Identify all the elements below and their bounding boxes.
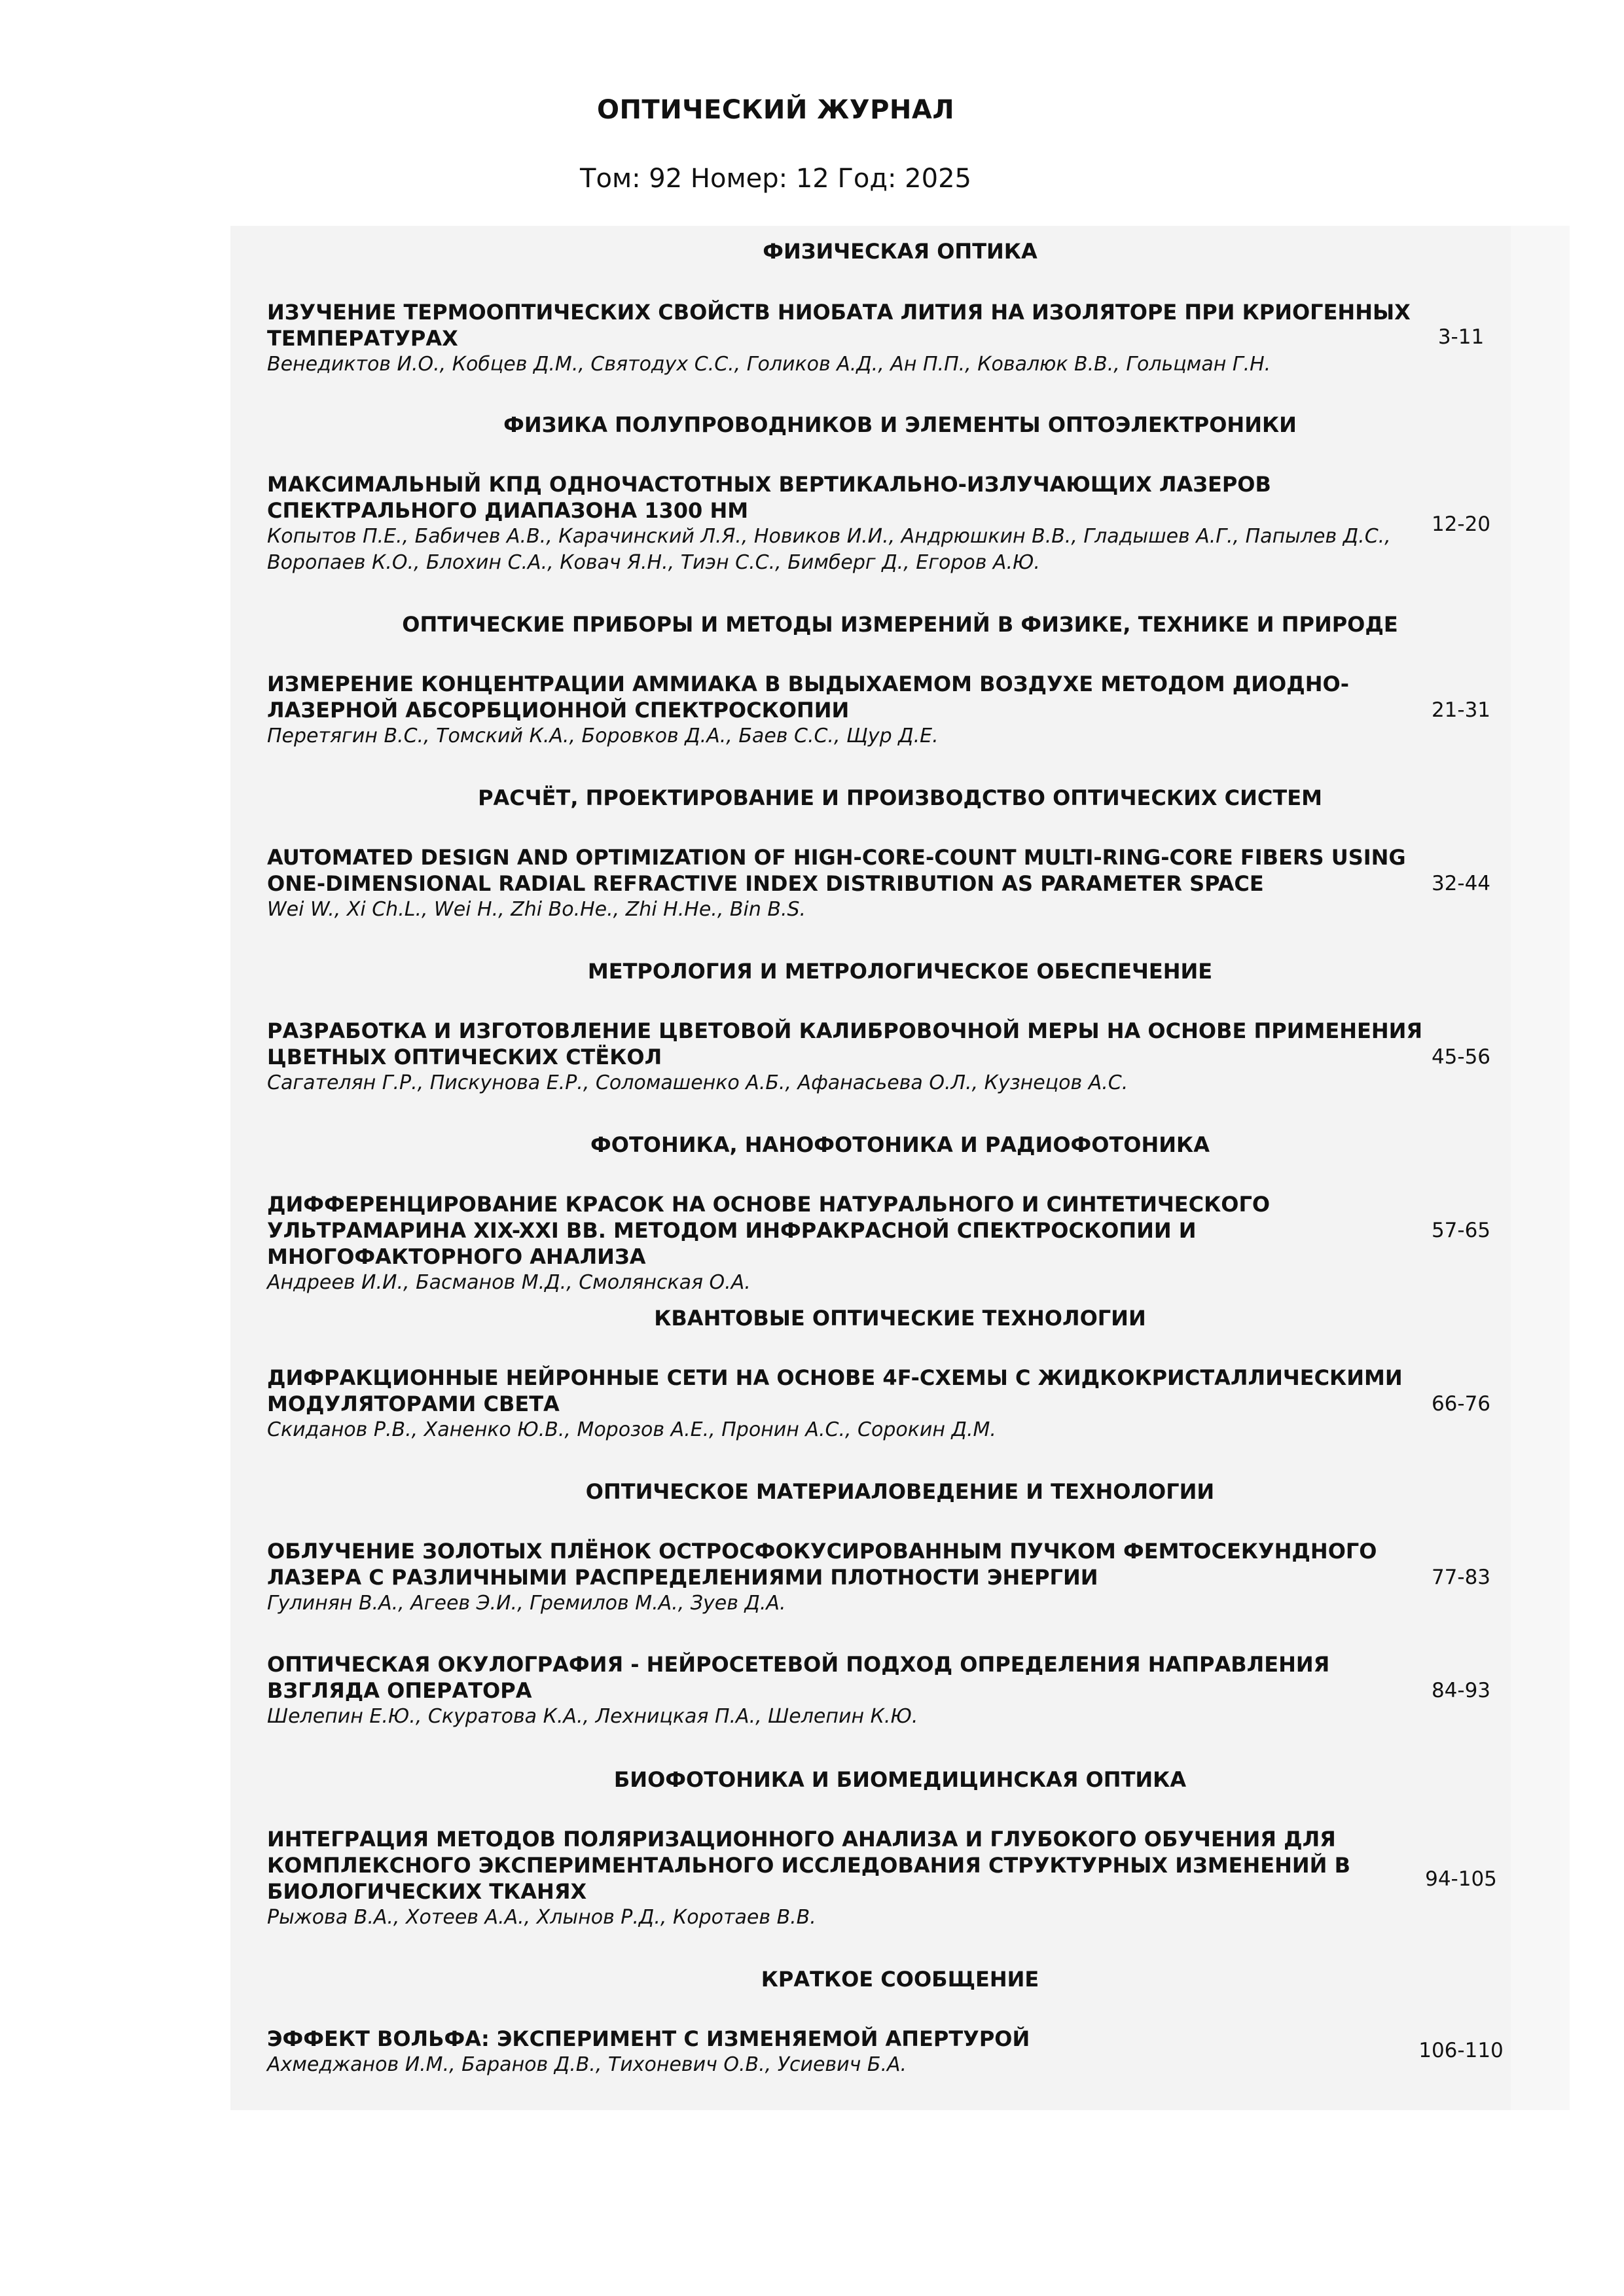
article-authors: Копытов П.Е., Бабичев А.В., Карачинский Л.Я., Новиков И.И., Андрюшкин В.В., Гладышев А.Г., Папылев Д.С., Воропаев К.О., Блохин С.А., Ковач Я.Н., Тиэн С.С., Бимберг Д., Егоров А.Ю. <box>267 525 1391 574</box>
section-title: ОПТИЧЕСКОЕ МАТЕРИАЛОВЕДЕНИЕ И ТЕХНОЛОГИИ <box>585 1479 1215 1504</box>
section-title: БИОФОТОНИКА И БИОМЕДИЦИНСКАЯ ОПТИКА <box>613 1767 1187 1792</box>
article-entry[interactable] <box>267 299 1426 378</box>
article-entry[interactable] <box>267 1191 1426 1296</box>
section-title: КРАТКОЕ СООБЩЕНИЕ <box>761 1967 1039 1992</box>
article-pages: 21-31 <box>1431 698 1491 722</box>
article-pages: 45-56 <box>1431 1045 1491 1069</box>
article-pages: 32-44 <box>1431 872 1491 895</box>
article-title[interactable]: ИНТЕГРАЦИЯ МЕТОДОВ ПОЛЯРИЗАЦИОННОГО АНАЛИЗА И ГЛУБОКОГО ОБУЧЕНИЯ ДЛЯ КОМПЛЕКСНОГО ЭКСПЕРИМЕНТАЛЬНОГО ИССЛЕДОВАНИЯ СТРУКТУРНЫХ ИЗМЕНЕНИЙ В БИОЛОГИЧЕСКИХ ТКАНЯХ <box>267 1827 1350 1904</box>
article-authors: Рыжова В.А., Хотеев А.А., Хлынов Р.Д., Коротаев В.В. <box>267 1906 816 1929</box>
article-authors: Шелепин Е.Ю., Скуратова К.А., Лехницкая П.А., Шелепин К.Ю. <box>267 1705 918 1728</box>
article-title[interactable]: ИЗМЕРЕНИЕ КОНЦЕНТРАЦИИ АММИАКА В ВЫДЫХАЕМОМ ВОЗДУХЕ МЕТОДОМ ДИОДНО-ЛАЗЕРНОЙ АБСОРБЦИОННОЙ СПЕКТРОСКОПИИ <box>267 672 1349 723</box>
article-authors: Ахмеджанов И.М., Баранов Д.В., Тихоневич О.В., Усиевич Б.А. <box>267 2053 907 2076</box>
article-title[interactable]: AUTOMATED DESIGN AND OPTIMIZATION OF HIGH-CORE-COUNT MULTI-RING-CORE FIBERS USING ONE-DIMENSIONAL RADIAL REFRACTIVE INDEX DISTRIBUTION AS PARAMETER SPACE <box>267 845 1406 896</box>
article-pages: 94-105 <box>1425 1867 1497 1891</box>
article-entry[interactable] <box>267 1365 1426 1443</box>
article-pages: 3-11 <box>1437 325 1485 349</box>
article-pages: 66-76 <box>1431 1392 1491 1416</box>
section-title: ФОТОНИКА, НАНОФОТОНИКА И РАДИОФОТОНИКА <box>590 1132 1210 1157</box>
article-authors: Андреев И.И., Басманов М.Д., Смолянская О.А. <box>267 1271 751 1294</box>
article-title[interactable]: ОПТИЧЕСКАЯ ОКУЛОГРАФИЯ - НЕЙРОСЕТЕВОЙ ПОДХОД ОПРЕДЕЛЕНИЯ НАПРАВЛЕНИЯ ВЗГЛЯДА ОПЕРАТОРА <box>267 1652 1330 1703</box>
issue-info: Том: 92 Номер: 12 Год: 2025 <box>580 164 971 194</box>
article-entry[interactable] <box>267 1018 1426 1096</box>
article-title[interactable]: РАЗРАБОТКА И ИЗГОТОВЛЕНИЕ ЦВЕТОВОЙ КАЛИБРОВОЧНОЙ МЕРЫ НА ОСНОВЕ ПРИМЕНЕНИЯ ЦВЕТНЫХ ОПТИЧЕСКИХ СТЁКОЛ <box>267 1018 1423 1069</box>
article-title[interactable]: ИЗУЧЕНИЕ ТЕРМООПТИЧЕСКИХ СВОЙСТВ НИОБАТА ЛИТИЯ НА ИЗОЛЯТОРЕ ПРИ КРИОГЕННЫХ ТЕМПЕРАТУРАХ <box>267 300 1411 351</box>
article-entry[interactable] <box>267 1826 1426 1931</box>
article-title[interactable]: ЭФФЕКТ ВОЛЬФА: ЭКСПЕРИМЕНТ С ИЗМЕНЯЕМОЙ АПЕРТУРОЙ <box>267 2026 1030 2051</box>
article-title[interactable]: ОБЛУЧЕНИЕ ЗОЛОТЫХ ПЛЁНОК ОСТРОСФОКУСИРОВАННЫМ ПУЧКОМ ФЕМТОСЕКУНДНОГО ЛАЗЕРА С РАЗЛИЧНЫМИ РАСПРЕДЕЛЕНИЯМИ ПЛОТНОСТИ ЭНЕРГИИ <box>267 1539 1377 1590</box>
article-title[interactable]: ДИФФЕРЕНЦИРОВАНИЕ КРАСОК НА ОСНОВЕ НАТУРАЛЬНОГО И СИНТЕТИЧЕСКОГО УЛЬТРАМАРИНА XIX-XXI ВВ. МЕТОДОМ ИНФРАКРАСНОЙ СПЕКТРОСКОПИИ И МНОГОФАКТОРНОГО АНАЛИЗА <box>267 1192 1271 1269</box>
journal-title: ОПТИЧЕСКИЙ ЖУРНАЛ <box>596 95 955 125</box>
article-entry[interactable] <box>267 1651 1426 1730</box>
section-title: МЕТРОЛОГИЯ И МЕТРОЛОГИЧЕСКОЕ ОБЕСПЕЧЕНИЕ <box>587 959 1213 984</box>
article-entry[interactable] <box>267 471 1426 576</box>
article-entry[interactable] <box>267 671 1426 749</box>
section-title: РАСЧЁТ, ПРОЕКТИРОВАНИЕ И ПРОИЗВОДСТВО ОПТИЧЕСКИХ СИСТЕМ <box>478 785 1322 810</box>
article-entry[interactable] <box>267 1538 1426 1617</box>
section-title: ОПТИЧЕСКИЕ ПРИБОРЫ И МЕТОДЫ ИЗМЕРЕНИЙ В ФИЗИКЕ, ТЕХНИКЕ И ПРИРОДЕ <box>402 612 1398 637</box>
section-title: ФИЗИЧЕСКАЯ ОПТИКА <box>763 239 1038 264</box>
article-entry[interactable] <box>267 2026 1426 2078</box>
article-pages: 106-110 <box>1418 2039 1504 2062</box>
article-authors: Перетягин В.С., Томский К.А., Боровков Д.А., Баев С.С., Щур Д.Е. <box>267 725 939 747</box>
article-pages: 57-65 <box>1431 1219 1491 1242</box>
article-authors: Wei W., Xi Ch.L., Wei H., Zhi Bo.He., Zhi H.He., Bin B.S. <box>267 898 806 921</box>
section-title: КВАНТОВЫЕ ОПТИЧЕСКИЕ ТЕХНОЛОГИИ <box>654 1306 1146 1331</box>
article-authors: Гулинян В.А., Агеев Э.И., Гремилов М.А., Зуев Д.А. <box>267 1592 786 1615</box>
article-authors: Сагателян Г.Р., Пискунова Е.Р., Соломашенко А.Б., Афанасьева О.Л., Кузнецов А.С. <box>267 1071 1128 1094</box>
section-title: ФИЗИКА ПОЛУПРОВОДНИКОВ И ЭЛЕМЕНТЫ ОПТОЭЛЕКТРОНИКИ <box>503 412 1297 437</box>
article-pages: 77-83 <box>1431 1566 1491 1589</box>
table-of-contents <box>230 226 1570 2110</box>
article-pages: 12-20 <box>1431 512 1491 536</box>
article-title[interactable]: МАКСИМАЛЬНЫЙ КПД ОДНОЧАСТОТНЫХ ВЕРТИКАЛЬНО-ИЗЛУЧАЮЩИХ ЛАЗЕРОВ СПЕКТРАЛЬНОГО ДИАПАЗОНА 1300 НМ <box>267 472 1271 523</box>
article-title[interactable]: ДИФРАКЦИОННЫЕ НЕЙРОННЫЕ СЕТИ НА ОСНОВЕ 4F-СХЕМЫ С ЖИДКОКРИСТАЛЛИЧЕСКИМИ МОДУЛЯТОРАМИ СВЕТА <box>267 1365 1403 1416</box>
article-pages: 84-93 <box>1431 1679 1491 1702</box>
article-entry[interactable] <box>267 844 1426 923</box>
article-authors: Скиданов Р.В., Ханенко Ю.В., Морозов А.Е., Пронин А.С., Сорокин Д.М. <box>267 1418 996 1441</box>
article-authors: Венедиктов И.О., Кобцев Д.М., Святодух С.С., Голиков А.Д., Ан П.П., Ковалюк В.В., Гольцман Г.Н. <box>267 353 1271 376</box>
